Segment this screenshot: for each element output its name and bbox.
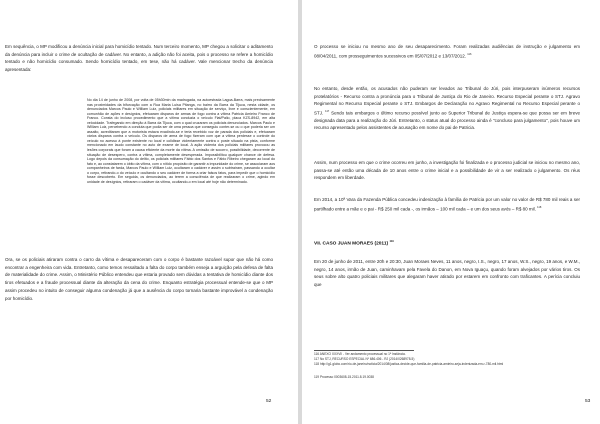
left-page — [0, 0, 298, 424]
right-paragraph-4 — [314, 196, 580, 213]
footnote-separator — [314, 350, 414, 351]
left-paragraph-1: Em sequência, o MP modificou a denúncia inicial para homicídio tentado. Num terceiro momento, MP chegou a solicitar o aditamento da denúncia para incluir o crime de ocultação de cadáver. No entanto, a adição não foi aceita, pois o processo se refere a homicídio tentado e não homicídio consumado. Sendo homicídio tentado, em tese, não há cadáver. Vale mencionar trecho da denúncia apresentada: — [5, 44, 273, 72]
block-quote: No dia 14 de junho de 2008, por volta de 05h30min da madrugada, na autoestrada Lagoa-Barra, mais precisamente nas proximidades da bifurcação com a Rua Maria Luisa Pitanga, no bairro da Barra da Tijuca, nesta cidade, os denunciados Marcos Paulo e William Luiz, policiais militares em situação de serviço, livre e conscientemente, em comunhão de ações e desígnios, efetuaram disparos de armas de fogo contra a vítima Patricia Amieiro Franco de Franco. Consta do incluso procedimento que a vítima conduzia o veículo Fiat/Palio, placa KZS-8942, em alta velocidade. Trafegando em direção à Barra da Tijuca, com o qual cruzaram os policiais denunciados. Marcos Paulo e William Luiz, percebendo a conduta que podia ser de uma pessoa que conseguiu conter-se ou o que poderia ser um assalto, acreditaram que a motorista estava evadindo-se e teria recebido voz de parada dos policiais e, efetuaram vários disparos contra o veículo. Os disparos de arma de fogo fizeram com que a vítima perdesse o controle do veículo no acesso à ponte existente no local e colidisse violentamente contra o poste situado na pista, conforme mencionado em laudo constante no auto de exame de local. A ação violenta dos policiais militares provocou as lesões corporais que foram a causa eficiente da morte da vítima. A omissão de socorro, possibilidade, decorrente de situação de desespero, contra a vítima, completamente desesperada. Impossibilitou qualquer chance de defesa. Logo depois da consumação do delito, os policiais militares Fábio dos Santos e Fábio Ribeiro chegaram ao local do fato e, ao constatarem o óbito da vítima, com o nítido propósito de garantir a impunidade do crime, se associaram aos companheiros de farda, Marcos Paulo e William Luiz, ocultaram o cadáver e assim o subtraíram, passando a ocultar o corpo, retirando-o do veículo e ocultando o seu cadáver de forma a criar falsos fatos, para impedir que o homicídio fosse descoberto. Em seguida, os denunciados, ao terem a consciência de que realizaram o crime, agindo em unidade de desígnios, retiraram o cadáver da vítima, ocultando-o em local até hoje não determinado. — [87, 98, 275, 184]
footnote-ref-117: 117 — [325, 109, 330, 113]
right-paragraph-5: Em 20 de junho de 2011, entre 20h e 20:30, Juan Moraes Neves, 11 anos, negro, I.S., negro, 17 anos, W.S., negro, 19 anos, e W.M., negro, 14 anos, irmão de Juan, caminhavam pela Favela do Danon, em Nova Iguaçu, quando foram alvejados por vários tiros. Os seus sobre alto quatro policiais militares que alegaram haver atirado por estarem em confronto com traficantes. A perícia concluiu que — [314, 259, 580, 287]
page-number: 53 — [585, 399, 591, 404]
right-paragraph-3: Assim, num processo em que o crime ocorreu em junho, a investigação foi finalizada e o processo judicial se iniciou no mesmo ano, passa-se até então uma década de 10 anos entre o crime inicial e a possibilidade de vir a ser realizado o julgamento. Os réus respondem em liberdade. — [314, 160, 580, 181]
footnote-119: 119 Processo 0003608-15.2011.8.19.0038 — [314, 375, 374, 379]
right-paragraph-2-tail: Sendo tais embargos o último recurso possível junto ao Superior Tribunal de Justiça espera-se que possa ser em breve designada data para a realização do Júri. Entretanto, o status atual do processo ainda é "concluso para julgamento", pois houve um recurso apresentado pelos assistentes de acusação em nome do pai de Patricia. — [314, 110, 580, 131]
page-number: 52 — [266, 399, 272, 404]
right-paragraph-2-text: No entanto, desde então, os acusados não puderam ser levados ao Tribunal do Júri, pois interpuseram inúmeros recursos protelatórios - Recurso contra a pronúncia para o Tribunal de Justiça do Rio de Janeiro. Recurso Especial perante o STJ. Agravo Regimental no Recurso Especial perante o STJ. Embargos de Declaração no Agravo Regimental no Recurso Especial perante o STJ. — [314, 86, 580, 116]
footnote-ref-118: 118 — [537, 205, 542, 209]
footnote-ref-116: 116 — [467, 52, 472, 56]
right-paragraph-1-text: O processo se iniciou no mesmo ano de seu desaparecimento. Foram realizadas audiências de instrução e julgamento em 08/04/2011, com prosseguimentos sucessivos em 05/07/2012 e 13/07/2012. — [314, 44, 580, 59]
right-paragraph-2 — [314, 85, 580, 132]
footnote-ref-119: 119 — [389, 240, 394, 243]
section-heading-text: VII. CASO JUAN MORAES (2011) — [314, 241, 389, 247]
footnote-118: 118 http://g1.globo.com/rio-de-janeiro/noticia/2014/08/justica-decide-que-familia-de-patricia-amieiro-seja-indenizada-em-r-780-mil.html — [314, 362, 504, 366]
right-paragraph-4-text: Em 2014, a 10ª Vara da Fazenda Pública concedeu indenização à família de Patricia por um valor no valor de R$ 780 mil reais a ser partilhado entre a mãe e o pai - R$ 250 mil cada -, os irmãos – 100 mil cada – e um dos seus avós – R$ 80 mil. — [314, 197, 580, 212]
footnote-116: 116 ANEXO XXXVII - Ver andamento processual no 1ª Instância. — [314, 352, 406, 356]
right-paragraph-1 — [314, 43, 580, 60]
section-heading — [314, 240, 394, 247]
footnote-117: 117 No STJ, RECURSO ESPECIAL Nº 686.406 - RJ (2014/0268978-5) — [314, 357, 415, 361]
right-page — [302, 0, 600, 424]
left-paragraph-2: Ora, se os policiais atiraram contra o carro da vítima e desapareceram com o corpo é bastante razoável supor que não há como encontrar a engenheira com vida. Entretanto, como temos ressaltado a falta do corpo também enseja a arguição pela defesa de falta de materialidade do crime. Assim, o Ministério Público entendeu que estaria provado sem dúvidas a tentativa de homicídio diante dos tiros efetuados e a fraude processual diante da alteração da cena do crime. Enquanto estratégia processual entende-se que o MP assim procedeu no intuito de conseguir alguma condenação já que a ausência do corpo tornaria bastante improvável a condenação por homicídio. — [5, 257, 273, 301]
